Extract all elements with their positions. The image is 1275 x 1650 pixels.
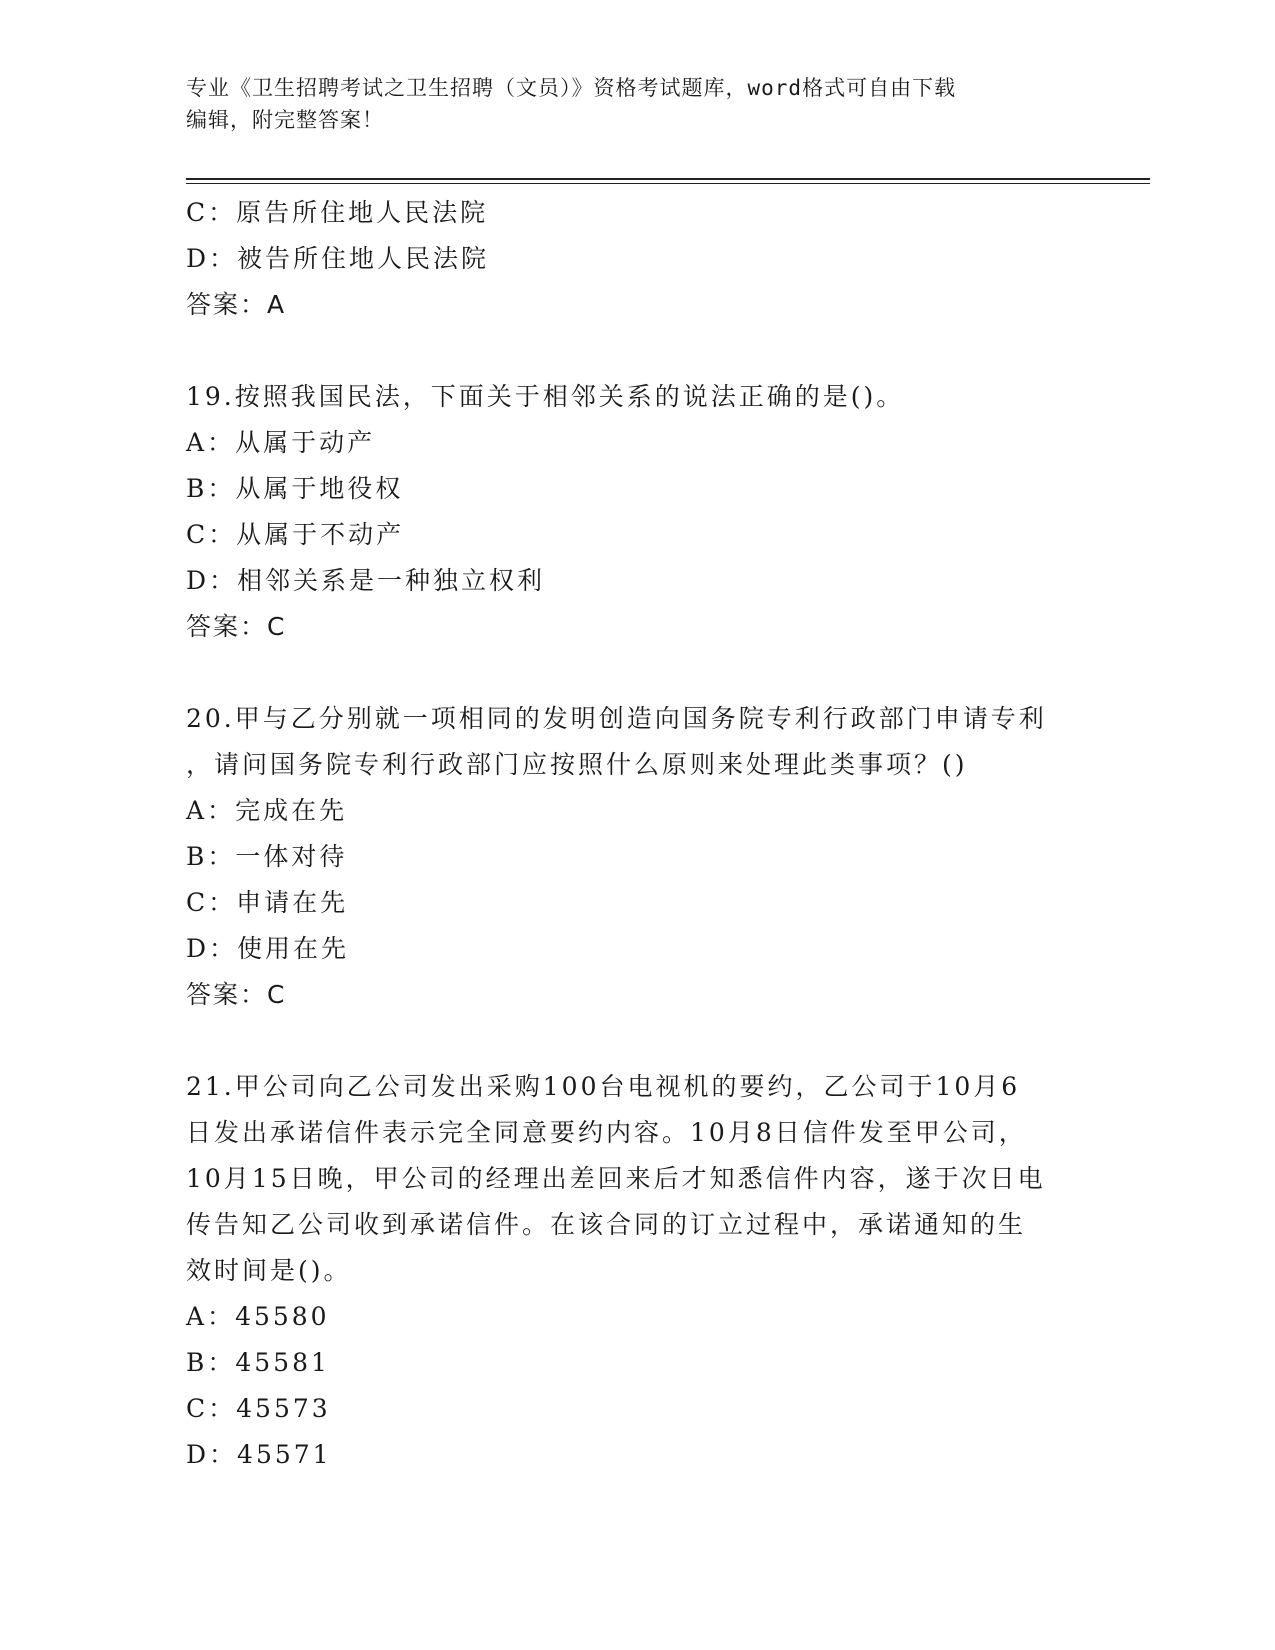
answer-line: 答案：C	[186, 980, 287, 1009]
option-b	[186, 466, 1086, 512]
option-key: C：	[186, 888, 237, 917]
document-header	[186, 72, 1066, 136]
option-key: D：	[186, 244, 238, 273]
option-text: 使用在先	[237, 934, 350, 963]
answer-line: 答案：A	[186, 290, 287, 319]
option-d	[186, 236, 1086, 282]
option-text: 45581	[235, 1348, 330, 1377]
option-d	[186, 1432, 1086, 1478]
answer-line: 答案：C	[186, 612, 287, 641]
option-key: D：	[186, 1440, 238, 1469]
question-text-line-3: 10月15日晚，甲公司的经理出差回来后才知悉信件内容，遂于次日电	[186, 1164, 1046, 1193]
option-d	[186, 926, 1086, 972]
question-text-line-2: ，请问国务院专利行政部门应按照什么原则来处理此类事项？()	[186, 750, 968, 779]
option-text: 从属于动产	[235, 428, 376, 457]
option-key: B：	[186, 1348, 236, 1377]
option-key: B：	[186, 474, 236, 503]
header-line-1: 专业《卫生招聘考试之卫生招聘（文员）》资格考试题库，word格式可自由下载	[186, 76, 957, 100]
question-18	[186, 190, 1086, 328]
question-text: 19.按照我国民法，下面关于相邻关系的说法正确的是()。	[186, 382, 905, 411]
option-text: 申请在先	[236, 888, 349, 917]
question-20	[186, 696, 1086, 1018]
option-b	[186, 834, 1086, 880]
option-key: A：	[186, 796, 236, 825]
question-text-line-5: 效时间是()。	[186, 1256, 352, 1285]
option-c	[186, 190, 1086, 236]
option-a	[186, 788, 1086, 834]
option-key: A：	[186, 428, 236, 457]
option-key: D：	[186, 566, 238, 595]
option-key: C：	[186, 198, 237, 227]
option-key: A：	[186, 1302, 236, 1331]
header-divider-thick	[186, 178, 1150, 180]
option-a	[186, 1294, 1086, 1340]
option-text: 相邻关系是一种独立权利	[237, 566, 546, 595]
question-text-line-2: 日发出承诺信件表示完全同意要约内容。10月8日信件发至甲公司，	[186, 1118, 1027, 1147]
option-key: D：	[186, 934, 238, 963]
option-text: 完成在先	[235, 796, 348, 825]
option-text: 一体对待	[235, 842, 348, 871]
question-list	[186, 190, 1086, 1478]
option-text: 从属于地役权	[235, 474, 404, 503]
option-text: 45571	[237, 1440, 332, 1469]
option-key: C：	[186, 1394, 237, 1423]
option-text: 原告所住地人民法院	[236, 198, 489, 227]
question-21	[186, 1064, 1086, 1478]
option-text: 被告所住地人民法院	[237, 244, 490, 273]
option-c	[186, 1386, 1086, 1432]
option-b	[186, 1340, 1086, 1386]
option-text: 45580	[235, 1302, 330, 1331]
option-text: 从属于不动产	[236, 520, 405, 549]
option-a	[186, 420, 1086, 466]
question-19	[186, 374, 1086, 650]
option-key: C：	[186, 520, 237, 549]
header-line-2: 编辑，附完整答案！	[186, 108, 384, 132]
option-key: B：	[186, 842, 236, 871]
header-divider-thin	[186, 183, 1150, 184]
question-text-line-1: 21.甲公司向乙公司发出采购100台电视机的要约，乙公司于10月6	[186, 1072, 1021, 1101]
option-c	[186, 512, 1086, 558]
option-text: 45573	[236, 1394, 331, 1423]
question-text-line-4: 传告知乙公司收到承诺信件。在该合同的订立过程中，承诺通知的生	[186, 1210, 1027, 1239]
question-text-line-1: 20.甲与乙分别就一项相同的发明创造向国务院专利行政部门申请专利	[186, 704, 1047, 733]
option-d	[186, 558, 1086, 604]
option-c	[186, 880, 1086, 926]
